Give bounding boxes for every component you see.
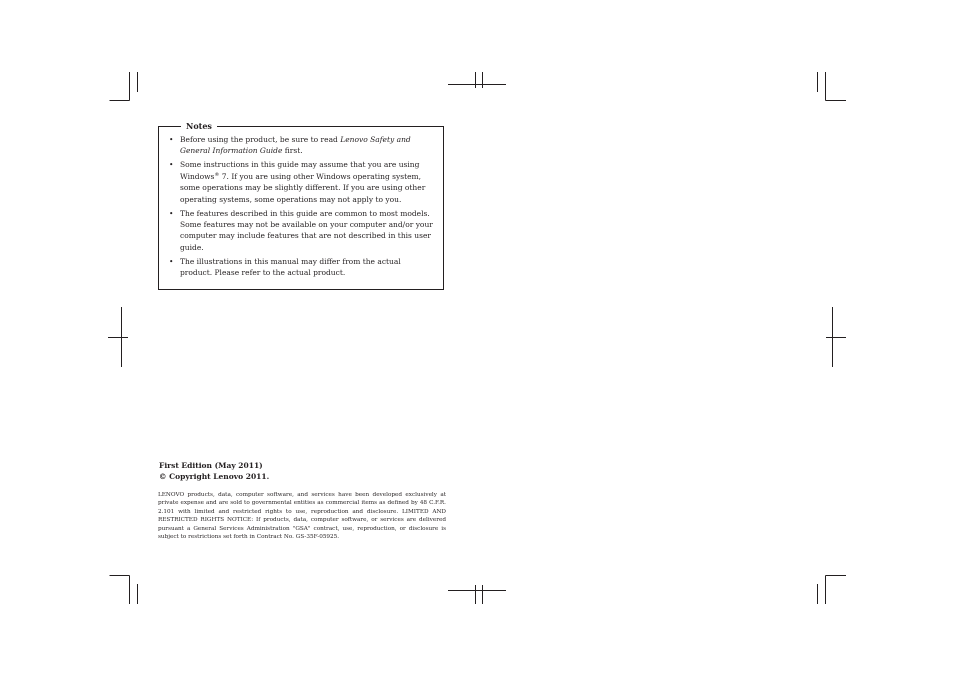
notes-list: [168, 134, 433, 281]
safety-guide-title: Lenovo Safety and General Information Guide: [180, 135, 411, 156]
crop-mark-bottom-left: [110, 576, 138, 605]
crop-mark-top-center: [448, 72, 506, 88]
note-item-illustrations: • The illustrations in this manual may differ from the actual product. Please refer to the actual product.: [168, 256, 433, 279]
legal-notice: LENOVO products, data, computer software, and services have been developed exclusively at private expense and are sold to governmental entities as commercial items as defined by 48 C.F.R. 2.101 with limited and restricted rights to use, reproduction and disclosure. LIMITED AND RESTRICTED RIGHTS NOTICE: If products, data, computer software, or services are delivered pursuant a General Services Administration "GSA" contract, use, reproduction, or disclosure is subject to restrictions set forth in Contract No. GS-35F-05925.: [158, 492, 446, 541]
note-item-features: • The features described in this guide are common to most models. Some features may not be available on your computer and/or your computer may include features that are not described in this user guide.: [168, 208, 433, 254]
crop-mark-bottom-right: [818, 576, 847, 605]
registered-mark: ®: [214, 171, 220, 178]
crop-mark-bottom-center: [448, 585, 506, 604]
edition-line: First Edition (May 2011): [159, 461, 263, 470]
note-item-windows: • Some instructions in this guide may assume that you are using Windows® 7. If you are using other Windows operating system, some operations may be slightly different. If you are using other operating systems, some operations may not apply to you.: [168, 159, 433, 205]
crop-mark-middle-right: [826, 307, 846, 367]
copyright-line: © Copyright Lenovo 2011.: [159, 471, 270, 481]
notes-title: Notes: [181, 120, 217, 132]
note-item-safety-guide: • Before using the product, be sure to read Lenovo Safety and General Information Guide first.: [168, 134, 433, 157]
crop-mark-top-left: [110, 72, 138, 101]
edition-info: [159, 461, 269, 482]
crop-mark-middle-left: [108, 307, 128, 367]
notes-box: [158, 121, 444, 290]
crop-mark-top-right: [818, 72, 847, 101]
